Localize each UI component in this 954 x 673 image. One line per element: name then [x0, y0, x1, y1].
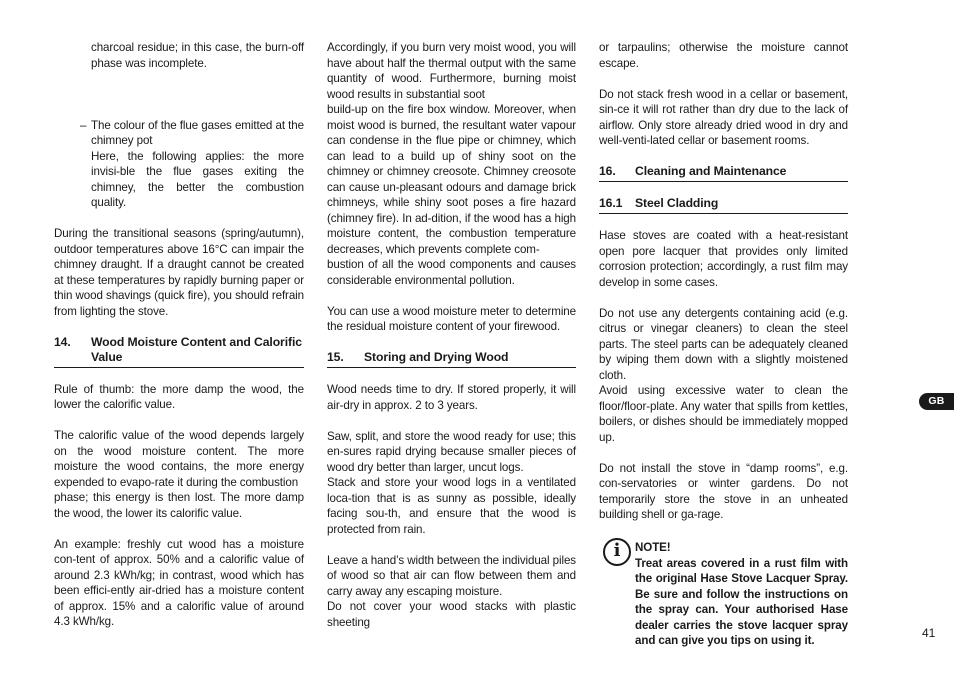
paragraph: Accordingly, if you burn very moist wood, you will have about half the thermal output with the same quantity of wood. Furthermore, burning moist wood results in substantial soot — [327, 41, 576, 101]
section-number: 15. — [327, 350, 344, 364]
section-number: 16. — [599, 164, 616, 178]
paragraph: The calorific value of the wood depends largely on the wood moisture content. The more moisture the wood contains, the more energy expended to evapo-rate it during the combustion — [54, 429, 304, 489]
section-heading-14 — [54, 335, 304, 368]
info-icon: i — [603, 538, 631, 566]
page-number: 41 — [922, 626, 936, 640]
paragraph: Do not cover your wood stacks with plastic sheeting — [327, 600, 576, 629]
paragraph: Do not install the stove in “damp rooms”, e.g. con-servatories or winter gardens. Do not temporarily store the stove in an unheated building shell or ga-rage. — [599, 461, 848, 521]
section-title: Wood Moisture Content and Calorific Value — [91, 334, 302, 364]
paragraph: bustion of all the wood components and causes considerable environmental pollution. — [327, 258, 576, 287]
note-title: NOTE! — [635, 541, 671, 554]
paragraph: Stack and store your wood logs in a ventilated loca-tion that is as sunny as possible, ideally facing sou-th, and ensure that the wood is protected from rain. — [327, 476, 576, 536]
section-title: Steel Cladding — [635, 196, 719, 210]
section-heading-16-1 — [599, 196, 848, 214]
paragraph: Here, the following applies: the more invisi-ble the flue gases exiting the chimney, the better the combustion quality. — [91, 149, 304, 209]
section-title: Cleaning and Maintenance — [635, 164, 787, 178]
column-middle — [327, 40, 576, 630]
note-body: Treat areas covered in a rust film with the original Hase Stove Lacquer Spray. Be sure and follow the instructions on the spray can. Your authorised Hase dealer carries the stove lacquer spray and can give you tips on using it. — [635, 556, 848, 647]
section-title: Storing and Drying Wood — [364, 350, 509, 364]
paragraph: Leave a hand’s width between the individual piles of wood so that air can flow between them and carry away any escaping moisture. — [327, 553, 576, 598]
paragraph: Rule of thumb: the more damp the wood, the lower the calorific value. — [54, 382, 304, 411]
paragraph: You can use a wood moisture meter to determine the residual moisture content of your firewood. — [327, 304, 576, 333]
note-box — [599, 540, 848, 649]
paragraph: During the transitional seasons (spring/autumn), outdoor temperatures above 16°C can impair the chimney draught. If a draught cannot be created at these temperatures by rapidly burning paper or thin wood shavings (quick fire), you should refrain from lighting the stove. — [54, 227, 304, 318]
paragraph: Hase stoves are coated with a heat-resistant open pore lacquer that provides only limited corrosion protection; accordingly, a rust film may develop in some cases. — [599, 229, 848, 289]
column-left — [54, 40, 304, 630]
section-heading-16 — [599, 164, 848, 182]
paragraph: Saw, split, and store the wood ready for use; this en-sures rapid drying because smaller pieces of wood dry better than larger, uncut logs. — [327, 429, 576, 474]
paragraph: Wood needs time to dry. If stored properly, it will air-dry in approx. 2 to 3 years. — [327, 383, 576, 412]
paragraph: Do not stack fresh wood in a cellar or basement, sin-ce it will rot rather than dry due to the lack of airflow. Only store already dried wood in dry and well-venti-lated cellar or basement rooms. — [599, 87, 848, 147]
list-item — [54, 118, 304, 211]
paragraph: phase; this energy is then lost. The more damp the wood, the lower its calorific value. — [54, 491, 304, 520]
section-number: 16.1 — [599, 196, 623, 210]
paragraph: charcoal residue; in this case, the burn-off phase was incomplete. — [91, 41, 304, 70]
dash-bullet: – — [80, 118, 87, 132]
paragraph: build-up on the fire box window. Moreover, when moist wood is burned, the resultant water vapour can condense in the flue pipe or chimney, which can lead to a build up of shiny soot on the chimney or chimney creosote. Chimney creosote can cause un-pleasant odours and damage brick chimneys, while shiny soot poses a fire hazard (chimney fire). In ad-dition, if the wood has a high moisture content, the combustion temperature decreases, which prevents complete com- — [327, 103, 576, 256]
paragraph: An example: freshly cut wood has a moisture con-tent of approx. 50% and a calorific value of around 2.3 kWh/kg; in contrast, wood which has been effici-ently air-dried has a moisture content of approx. 15% and a calorific value of around 4.3 kWh/kg. — [54, 537, 304, 628]
language-badge: GB — [919, 393, 954, 410]
paragraph: Avoid using excessive water to clean the floor/floor-plate. Any water that spills from kettles, boilers, or dishes should be immediately mopped up. — [599, 384, 848, 444]
column-right — [599, 40, 848, 649]
section-number: 14. — [54, 334, 71, 349]
section-heading-15 — [327, 350, 576, 368]
paragraph: The colour of the flue gases emitted at the chimney pot — [91, 118, 304, 147]
paragraph: or tarpaulins; otherwise the moisture cannot escape. — [599, 41, 848, 70]
paragraph: Do not use any detergents containing acid (e.g. citrus or vinegar cleaners) to clean the steel parts. The steel parts can be adequately cleaned by wiping them down with a slightly moistened cloth. — [599, 306, 848, 382]
